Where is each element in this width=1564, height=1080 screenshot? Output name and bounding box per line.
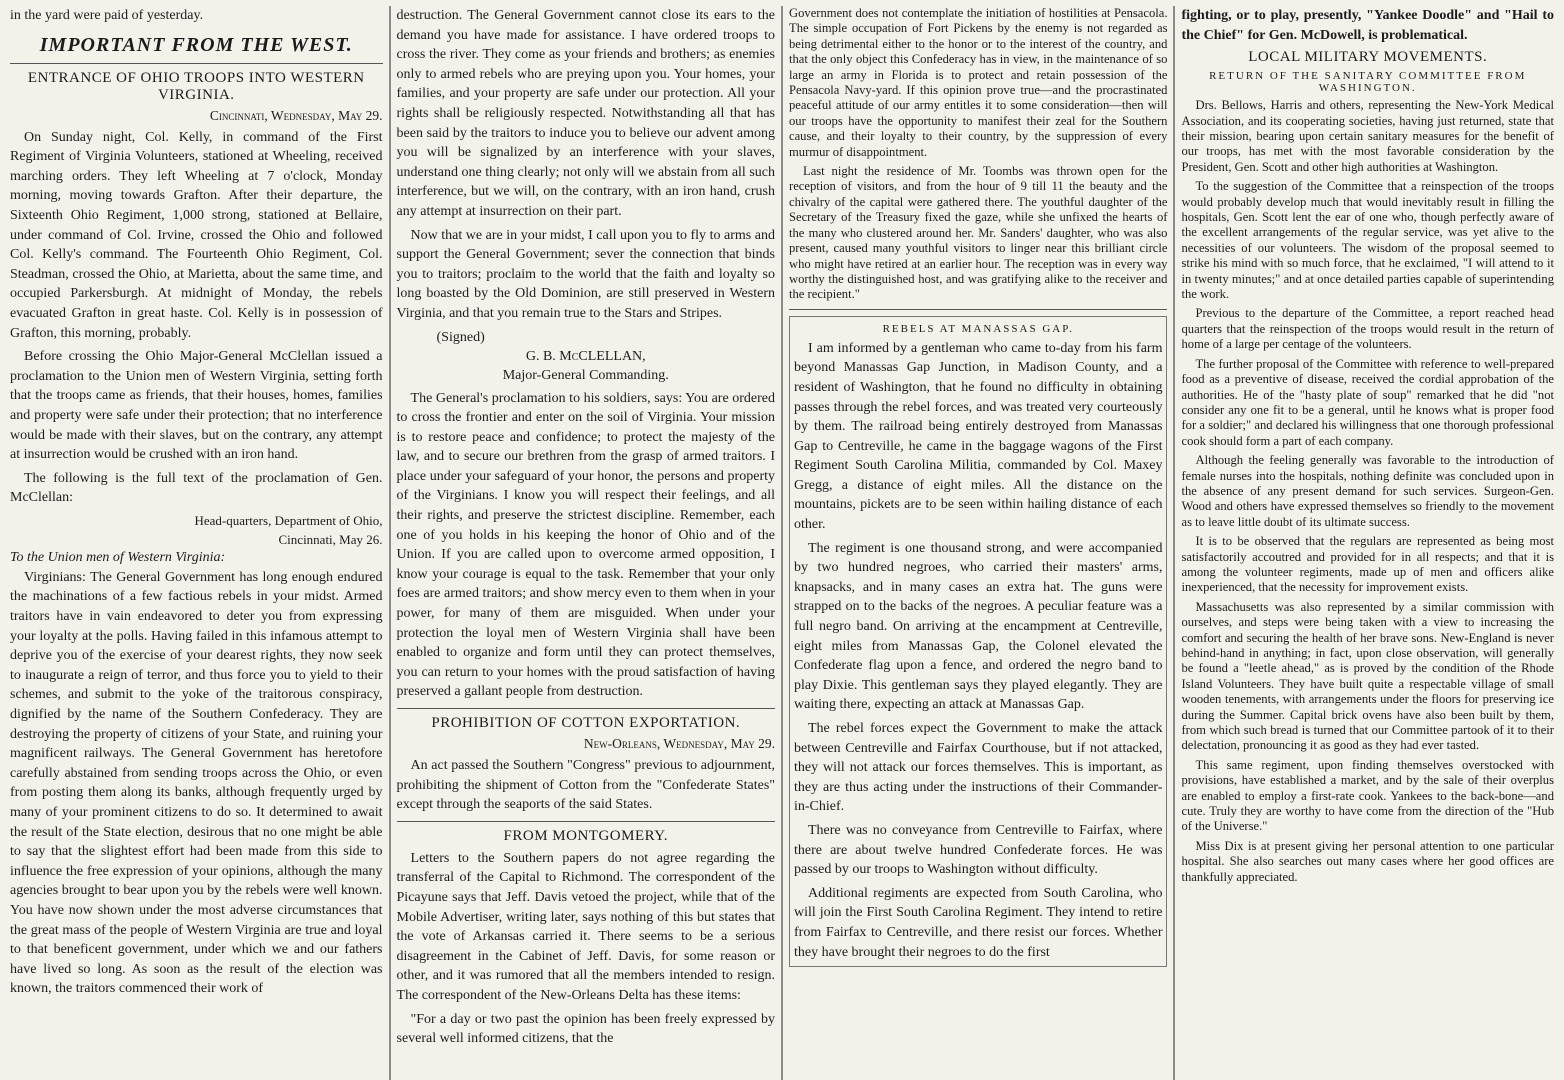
paragraph: Last night the residence of Mr. Toombs was thrown open for the reception of visitors, and from the hour of 9 till 11 the beauty and the chivalry of the capital were gathered there. The youthful daughter of the Secretary of the Treasury fixed the gaze, while she unfixed the hearts of the many who clustered around her. Mr. Sanders' daughter, who was also present, caused many youthful visitors to linger near this brilliant circle who might have retired at an earlier hour. The reception was in every way worthy the distinguished host, and was gratifying alike to the receiver and the recipient." <box>789 164 1168 302</box>
paragraph: Government does not contemplate the initiation of hostilities at Pensacola. The simple occupation of Fort Pickens by the enemy is not regarded as being detrimental either to the honor or to the interest of the country, and that the only object this Confederacy has in view, in the maintenance of so large an army in Florida is to protect and retain possession of the Pensacola Navy-yard. If this opinion prove true—and the procrastinated peaceful attitude of our army entitles it to some consideration—then will our troops have the opportunity to manifest their zeal for the Southern cause, and their loyalty to their country, by the suppression of every murmur of disappointment. <box>789 6 1168 159</box>
section-divider <box>397 821 775 822</box>
paragraph: The rebel forces expect the Government to make the attack between Centreville and Fairfax Courthouse, but if not attacked, they will not attack our forces themselves. This is important, as they are thus acting under the instructions of their Commander-in-Chief. <box>794 721 1163 815</box>
paragraph: destruction. The General Government cannot close its ears to the demand you have made for assistance. I have ordered troops to cross the river. They come as your friends and brothers; as enemies only to armed rebels who are preying upon you. Your homes, your families, and your property are safe under our protection. All your rights shall be religiously respected. Notwithstanding all that has been said by the traitors to induce you to believe our advent among you will be signalized by an interference with your slaves, understand one thing clearly; not only will we abstain from all such interference, but we will, on the contrary, with an iron hand, crush any attempt at insurrection on their part. <box>396 8 775 219</box>
column-2 <box>391 6 781 1080</box>
dateline-new-orleans: New-Orleans, Wednesday, May 29. <box>583 736 775 751</box>
paragraph: There was no conveyance from Centreville to Fairfax, where there are about twelve hundred Confederate forces. He was passed by our troops to Washington without difficulty. <box>794 822 1163 878</box>
signature-block <box>397 328 775 385</box>
headquarters-line: Head-quarters, Department of Ohio, <box>194 512 383 528</box>
paragraph: The following is the full text of the proclamation of Gen. McClellan: <box>10 470 383 506</box>
headline-important-from-the-west: IMPORTANT FROM THE WEST. <box>10 34 383 64</box>
signed-label: (Signed) <box>436 329 485 345</box>
paragraph: It is to be observed that the regulars are represented as being most satisfactorily accoutred and provided for in all respects; and that it is among the volunteer regiments, made up of men and officers alike inexperienced, that the necessity for improvement exists. <box>1181 534 1554 595</box>
dateline-cincinnati: Cincinnati, Wednesday, May 29. <box>209 107 383 123</box>
column-4 <box>1175 6 1560 1080</box>
salutation: To the Union men of Western Virginia: <box>10 549 226 565</box>
paragraph: This same regiment, upon finding themselves overstocked with provisions, have established a market, and by the sale of their overplus are enabled to employ a first-rate cook. Yankees to the back-bone—and cute. Truly they are worthy to have come from the direction of the "Hub of the Universe." <box>1181 757 1554 834</box>
paragraph: Previous to the departure of the Committee, a report reached head quarters that the reinspection of the troops would result in the return of home of a large per centage of the volunteers. <box>1181 306 1554 352</box>
headline-local-military-movements: LOCAL MILITARY MOVEMENTS. <box>1248 49 1488 66</box>
paragraph: Massachusetts was also represented by a similar commission with ourselves, and steps were being taken with a view to increasing the comfort and securing the health of her brave sons. New-England is never behind-hand in anything; in fact, upon close observation, will generally be found a "leetle ahead," as is proved by the condition of the Rhode Island Volunteers. They have built quite a respectable village of small wooden tenements, with arrangements under the floors for preserving ice during the Summer. Capital brick ovens have also been built by them, from which such bread is turned that our Committee partook of it to their delectation, pronouncing it as good as they had ever tasted. <box>1181 599 1554 753</box>
headline-rebels-manassas-gap: REBELS AT MANASSAS GAP. <box>882 322 1074 335</box>
paragraph: The regiment is one thousand strong, and were accompanied by two hundred negroes, who carried their masters' arms, knapsacks, and in many cases an extra hat. The guns were strapped on to the backs of the negroes. A peculiar feature was a full negro band. On arriving at the encampment at Centreville, eight miles from Manassas Gap, the Colonel elevated the Confederate flag upon a fence, and ordered the negro band to play Dixie. This gentleman says they played elegantly. They are waiting there, expecting an attack at Manassas Gap. <box>794 540 1163 713</box>
headline-from-montgomery: FROM MONTGOMERY. <box>503 827 668 844</box>
quoted-continuation <box>789 6 1167 310</box>
paragraph: Before crossing the Ohio Major-General McClellan issued a proclamation to the Union men of Western Virginia, setting forth that the troops came as friends, that their houses, homes, families and property were safe under their protection; that no interference would be made with their slaves, but on the contrary, any attempt at insurrection would be crushed with an iron hand. <box>10 349 383 463</box>
paragraph: Now that we are in your midst, I call upon you to fly to arms and support the General Government; sever the connection that binds you to traitors; proclaim to the world that the faith and loyalty so long boasted by the Old Dominion, are still preserved in Western Virginia, and that you remain true to the Stars and Stripes. <box>396 227 775 321</box>
paragraph: Miss Dix is at present giving her personal attention to one particular hospital. She also searches out many cases where her good offices are thankfully appreciated. <box>1181 838 1554 884</box>
headline-cotton-exportation: PROHIBITION OF COTTON EXPORTATION. <box>431 715 741 731</box>
paragraph: "For a day or two past the opinion has been freely expressed by several well informed citizens, that the <box>396 1011 775 1047</box>
paragraph: Virginians: The General Government has long enough endured the machinations of a few factious rebels in your midst. Armed traitors have in vain endeavored to deter you from expressing your loyalty at the polls. Having failed in this infamous attempt to deprive you of the exercise of your dearest rights, they now seek to inaugurate a reign of terror, and thus force you to yield to their schemes, and submit to the yoke of the traitorous conspiracy, dignified by the name of the Southern Confederacy. They are destroying the property of citizens of your State, and ruining your magnificent railways. The General Government has heretofore carefully abstained from sending troops across the Ohio, or even from posting them along its banks, although frequently urged by many of your prominent citizens to do so. It determined to await the result of the State election, desirous that no one might be able to say that the slightest effort had been made from this side to influence the free expression of your opinions, although the many agencies brought to bear upon you by the rebels were well known. You have now shown under the most adverse circumstances that the great mass of the people of Western Virginia are true and loyal to that beneficent government, under which we and our fathers have lived so long. As soon as the result of the election was known, the traitors commenced their work of <box>10 569 383 997</box>
paragraph: fighting, or to play, presently, "Yankee Doodle" and "Hail to the Chief" for Gen. McDowell, is problematical. <box>1181 8 1554 43</box>
section-divider <box>397 708 775 709</box>
paragraph: Although the feeling generally was favorable to the introduction of female nurses into the hospitals, nothing definite was concluded upon in the absence of any present demand for such services. Surgeon-Gen. Wood and others have expressed themselves so friendly to the movement as to leave little doubt of its ultimate success. <box>1181 453 1554 529</box>
paragraph: Drs. Bellows, Harris and others, representing the New-York Medical Association, and its cooperating societies, having just returned, state that their mission, bearing upon certain sanitary measures for the benefit of our troops, has met with the most favorable consideration by the President, Gen. Scott and other high authorities at Washington. <box>1181 98 1554 174</box>
paragraph: Letters to the Southern papers do not agree regarding the transferral of the Capital to Richmond. The correspondent of the Picayune says that Jeff. Davis vetoed the project, while that of the Mobile Advertiser, writing later, says nothing of this but states that the vote of Arkansas carried it. There seems to be a serious disagreement in the Cabinet of Jeff. Davis, for some reason or other, and it was rumored that all the members intended to resign. The correspondent of the New-Orleans Delta has these items: <box>396 850 775 1003</box>
subhead-ohio-troops: ENTRANCE OF OHIO TROOPS INTO WESTERN VIRGINIA. <box>27 69 365 103</box>
paragraph: I am informed by a gentleman who came to-day from his farm beyond Manassas Gap Junction, in Madison County, and a resident of Washington, that he found no difficulty in obtaining passes through the rebel forces, and was treated very courteously by them. The railroad being entirely destroyed from Manassas Gap to Centreville, he came in the baggage wagons of the First Regiment South Carolina Militia, commanded by Col. Maxey Gregg, a distance of eight miles. All the distance on the mountains, pickets are to be seen within hailing distance of each other. <box>794 340 1163 533</box>
subhead-sanitary-committee: RETURN OF THE SANITARY COMMITTEE FROM WASHINGTON. <box>1209 70 1527 95</box>
headquarters-date: Cincinnati, May 26. <box>278 531 383 547</box>
column-1 <box>4 6 389 1080</box>
paragraph: On Sunday night, Col. Kelly, in command of the First Regiment of Virginia Volunteers, stationed at Wheeling, received marching orders. They left Wheeling at 7 o'clock, Monday morning, moving towards Grafton. After their departure, the Sixteenth Ohio Regiment, 1,000 strong, stationed at Bellaire, under command of Col. Irvine, crossed the Ohio and followed Col. Kelly's command. The Fourteenth Ohio Regiment, Col. Steadman, crossed the Ohio, at Marietta, about the same time, and occupied Parkersburgh. At midnight of Monday, the rebels evacuated Grafton in great haste. Col. Kelly is in possession of Grafton, this morning, probably. <box>10 129 383 341</box>
signature-name: G. B. McCLELLAN, <box>525 348 646 364</box>
paragraph: The further proposal of the Committee with reference to well-prepared food as a preventive of disease, received the cordial approbation of the authorities. He of the "hasty plate of soup" remarked that he did "not consider any one fit to be a general, until he knows what is proper food for a soldier;" and declared his willingness that one thorough professional cook should form a part of each company. <box>1181 356 1554 448</box>
paragraph: An act passed the Southern "Congress" previous to adjournment, prohibiting the shipment of Cotton from the "Confederate States" except through the seaports of the said States. <box>396 758 775 813</box>
paragraph: To the suggestion of the Committee that a reinspection of the troops would probably develop much that would inevitably result in filling the hospitals, Gen. Scott lent the ear of one who, though perfectly aware of the excellent arrangements of the regular service, was yet alive to the necessities of our volunteers. The wisdom of the proposal seemed to strike his mind with so much force, that he exclaimed, "I will attend to it in twenty minutes;" and at once detailed parties capable of superintending the work. <box>1181 179 1554 302</box>
signature-title: Major-General Commanding. <box>502 367 669 383</box>
manassas-gap-article <box>789 316 1167 967</box>
paragraph: Additional regiments are expected from South Carolina, who will join the First South Carolina Regiment. They intend to retire from Fairfax to Centreville, and there resist our forces. Whether they have brought their negroes to do the first <box>794 885 1163 960</box>
top-line: in the yard were paid of yesterday. <box>10 8 204 23</box>
paragraph: The General's proclamation to his soldiers, says: You are ordered to cross the frontier and enter on the soil of Virginia. Your mission is to restore peace and confidence; to protect the majesty of the law, and to secure our brethren from the grasp of armed traitors. I place under your safeguard of your honor, the persons and property of the Virginians. I know you will respect their feelings, and all their rights, and preserve the strictest discipline. Remember, each one of you holds in his keeping the honor of Ohio and of the Union. If you are called upon to overcome armed opposition, I know your courage is equal to the task. Remember that your only foes are armed traitors; and show mercy even to them when in your power, for many of them are misguided. When under your protection the loyal men of Western Virginia shall have been enabled to organize and form until they can protect themselves, you can return to your homes with the proud satisfaction of having preserved a gallant people from destruction. <box>396 390 775 700</box>
column-3 <box>783 6 1173 1080</box>
